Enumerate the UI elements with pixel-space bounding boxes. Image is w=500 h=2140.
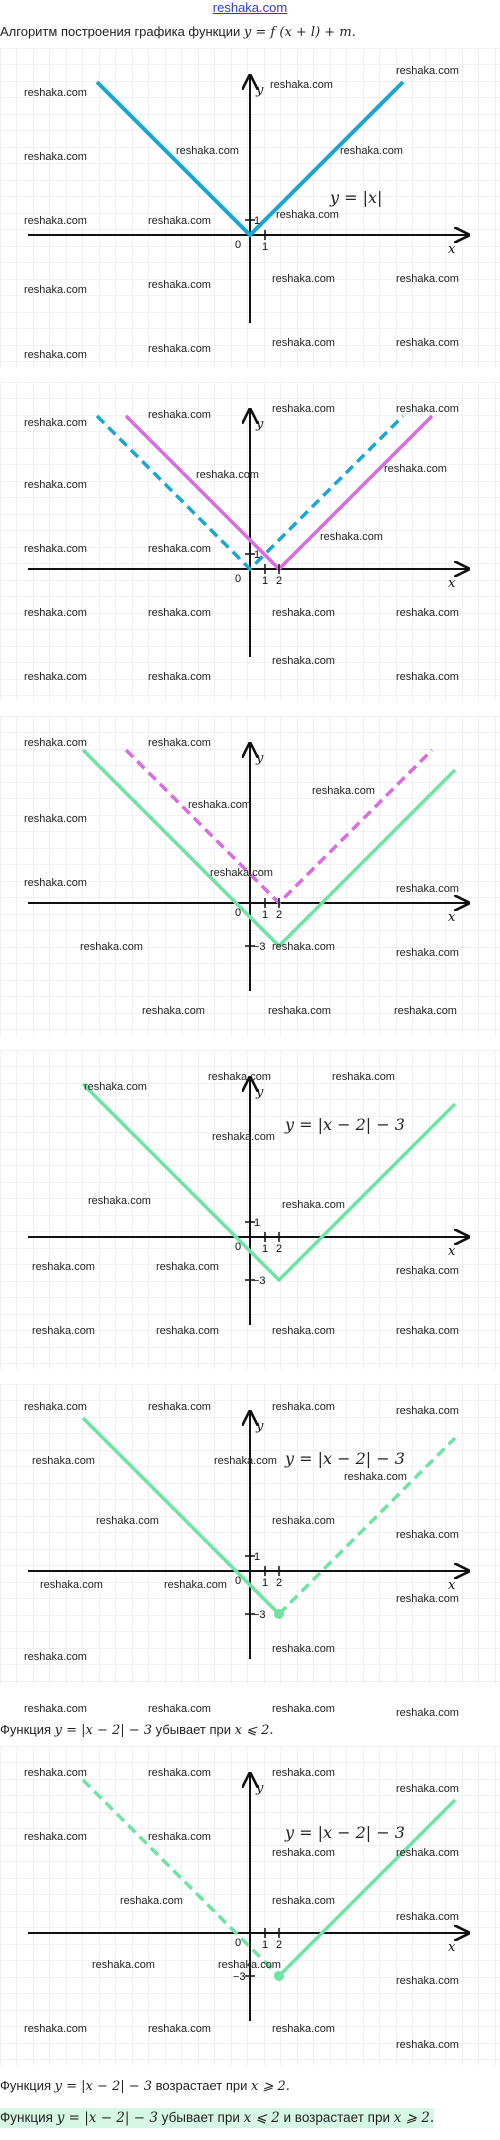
watermark: reshaka.com — [344, 1471, 407, 1483]
watermark: reshaka.com — [396, 1783, 459, 1795]
statement-text: Функция — [0, 2078, 55, 2093]
watermark: reshaka.com — [156, 1261, 219, 1273]
watermark: reshaka.com — [270, 79, 333, 91]
watermark: reshaka.com — [272, 403, 335, 415]
watermark: reshaka.com — [24, 607, 87, 619]
tick-0: 0 — [235, 1241, 242, 1253]
watermark: reshaka.com — [396, 607, 459, 619]
tick-x2: 2 — [276, 1577, 283, 1589]
watermark: reshaka.com — [24, 215, 87, 227]
watermark: reshaka.com — [148, 1703, 211, 1715]
watermark: reshaka.com — [396, 883, 459, 895]
statement-text: убывает при — [152, 1722, 235, 1737]
tick-y-minus3: −3 — [253, 941, 266, 953]
tick-y-minus3: −3 — [253, 1609, 266, 1621]
watermark: reshaka.com — [96, 1515, 159, 1527]
watermark: reshaka.com — [272, 337, 335, 349]
caption-watermarks — [0, 1700, 500, 1719]
watermark: reshaka.com — [148, 1767, 211, 1779]
tick-0: 0 — [235, 1575, 242, 1587]
watermark: reshaka.com — [120, 1895, 183, 1907]
graph-panel-5 — [0, 1384, 500, 1689]
watermark: reshaka.com — [24, 813, 87, 825]
statement-decreasing — [0, 1722, 274, 1738]
watermark: reshaka.com — [24, 1703, 87, 1715]
watermark: reshaka.com — [282, 1199, 345, 1211]
algorithm-title — [0, 24, 356, 40]
watermark: reshaka.com — [276, 209, 339, 221]
equation-label: y = |x − 2| − 3 — [285, 1449, 405, 1468]
watermark: reshaka.com — [396, 1911, 459, 1923]
watermark: reshaka.com — [272, 1643, 335, 1655]
watermark: reshaka.com — [148, 543, 211, 555]
watermark: reshaka.com — [188, 799, 251, 811]
graph-panel-3 — [0, 716, 500, 1041]
statement-condition: x ⩽ 2. — [234, 1723, 274, 1738]
watermark: reshaka.com — [148, 2023, 211, 2035]
x-axis-label: x — [448, 576, 456, 591]
watermark: reshaka.com — [24, 1401, 87, 1413]
tick-y1: 1 — [254, 215, 261, 227]
watermark: reshaka.com — [32, 1261, 95, 1273]
watermark: reshaka.com — [176, 145, 239, 157]
watermark: reshaka.com — [396, 1707, 459, 1716]
tick-x1: 1 — [262, 575, 269, 587]
watermark: reshaka.com — [396, 65, 459, 77]
watermark: reshaka.com — [312, 785, 375, 797]
watermark: reshaka.com — [148, 671, 211, 683]
watermark: reshaka.com — [272, 1847, 335, 1859]
watermark: reshaka.com — [148, 1401, 211, 1413]
watermark: reshaka.com — [396, 1265, 459, 1277]
statement-text: Функция — [0, 1722, 55, 1737]
watermark: reshaka.com — [92, 1959, 155, 1971]
watermark: reshaka.com — [148, 343, 211, 355]
tick-x2: 2 — [276, 1939, 283, 1951]
watermark: reshaka.com — [24, 2023, 87, 2035]
tick-0: 0 — [235, 239, 242, 251]
watermark: reshaka.com — [24, 87, 87, 99]
watermark: reshaka.com — [396, 947, 459, 959]
watermark: reshaka.com — [210, 867, 273, 879]
watermark: reshaka.com — [24, 349, 87, 361]
tick-0: 0 — [235, 1937, 242, 1949]
watermark: reshaka.com — [396, 403, 459, 415]
tick-x1: 1 — [262, 1939, 269, 1951]
statement-formula: y = |x − 2| − 3 — [54, 1723, 153, 1738]
watermark: reshaka.com — [396, 1847, 459, 1859]
watermark: reshaka.com — [396, 1325, 459, 1337]
vertex-point — [274, 1609, 284, 1619]
watermark: reshaka.com — [272, 607, 335, 619]
watermark: reshaka.com — [272, 1767, 335, 1779]
watermark: reshaka.com — [212, 1131, 275, 1143]
watermark: reshaka.com — [396, 273, 459, 285]
watermark: reshaka.com — [272, 655, 335, 667]
watermark: reshaka.com — [148, 215, 211, 227]
watermark: reshaka.com — [214, 1455, 277, 1467]
graph-panel-6 — [0, 1746, 500, 2071]
watermark: reshaka.com — [148, 737, 211, 749]
tick-y1: 1 — [254, 1551, 261, 1563]
tick-x1: 1 — [262, 909, 269, 921]
tick-x1: 1 — [262, 1577, 269, 1589]
watermark: reshaka.com — [148, 279, 211, 291]
y-axis-label: y — [256, 1419, 264, 1434]
statement-formula: y = |x − 2| − 3 — [54, 2079, 153, 2094]
watermark: reshaka.com — [24, 1651, 87, 1663]
y-axis-label: y — [256, 83, 264, 98]
y-axis-label: y — [256, 1085, 264, 1100]
watermark: reshaka.com — [272, 1325, 335, 1337]
watermark: reshaka.com — [340, 145, 403, 157]
tick-y1: 1 — [254, 549, 261, 561]
title-prefix: Алгоритм построения графика функции — [0, 24, 244, 39]
watermark: reshaka.com — [80, 941, 143, 953]
watermark: reshaka.com — [396, 337, 459, 349]
y-axis-label: y — [256, 417, 264, 432]
watermark: reshaka.com — [148, 1831, 211, 1843]
watermark: reshaka.com — [24, 1831, 87, 1843]
watermark: reshaka.com — [142, 1005, 205, 1017]
equation-label: y = |x − 2| − 3 — [285, 1823, 405, 1842]
statement-text: и возрастает при — [279, 2110, 394, 2125]
x-axis-label: x — [448, 1244, 456, 1259]
watermark: reshaka.com — [88, 1195, 151, 1207]
graph-panel-4 — [0, 1050, 500, 1375]
watermark: reshaka.com — [396, 1975, 459, 1987]
tick-0: 0 — [235, 573, 242, 585]
tick-x2: 2 — [276, 1243, 283, 1255]
y-axis-label: y — [256, 751, 264, 766]
watermark: reshaka.com — [394, 1005, 457, 1017]
tick-x1: 1 — [262, 241, 269, 253]
watermark: reshaka.com — [396, 1529, 459, 1541]
tick-x2: 2 — [276, 575, 283, 587]
equation-label: y = |x − 2| − 3 — [285, 1115, 405, 1134]
watermark: reshaka.com — [24, 417, 87, 429]
watermark: reshaka.com — [24, 151, 87, 163]
watermark: reshaka.com — [272, 1515, 335, 1527]
watermark: reshaka.com — [272, 1895, 335, 1907]
watermark: reshaka.com — [24, 1767, 87, 1779]
watermark: reshaka.com — [148, 607, 211, 619]
watermark: reshaka.com — [396, 1593, 459, 1605]
site-link[interactable]: reshaka.com — [212, 0, 288, 15]
watermark: reshaka.com — [24, 284, 87, 296]
watermark: reshaka.com — [84, 1081, 147, 1093]
watermark: reshaka.com — [148, 409, 211, 421]
title-formula: y = f (x + l) + m. — [243, 25, 356, 40]
watermark: reshaka.com — [156, 1325, 219, 1337]
watermark: reshaka.com — [320, 531, 383, 543]
statement-text: Функция — [0, 2110, 57, 2125]
watermark: reshaka.com — [32, 1325, 95, 1337]
tick-y-minus3: −3 — [253, 1275, 266, 1287]
graph-panel-2 — [0, 382, 500, 707]
statement-condition: x ⩾ 2. — [250, 2079, 290, 2094]
x-axis-label: x — [448, 1578, 456, 1593]
watermark: reshaka.com — [24, 479, 87, 491]
x-axis-label: x — [448, 242, 456, 257]
watermark: reshaka.com — [272, 1703, 335, 1715]
statement-condition: x ⩾ 2. — [393, 2110, 435, 2126]
watermark: reshaka.com — [272, 2023, 335, 2035]
tick-y-minus3: −3 — [233, 1971, 246, 1983]
tick-x2: 2 — [276, 909, 283, 921]
statement-increasing — [0, 2078, 290, 2094]
watermark: reshaka.com — [24, 877, 87, 889]
watermark: reshaka.com — [164, 1579, 227, 1591]
watermark: reshaka.com — [396, 1405, 459, 1417]
graph-panel-1 — [0, 48, 500, 373]
watermark: reshaka.com — [384, 463, 447, 475]
watermark: reshaka.com — [196, 469, 259, 481]
watermark: reshaka.com — [24, 737, 87, 749]
statement-formula: y = |x − 2| − 3 — [56, 2110, 158, 2126]
watermark: reshaka.com — [32, 1455, 95, 1467]
watermark: reshaka.com — [218, 1959, 281, 1971]
x-axis-label: x — [448, 1940, 456, 1955]
watermark: reshaka.com — [272, 1401, 335, 1413]
tick-x1: 1 — [262, 1243, 269, 1255]
watermark: reshaka.com — [24, 671, 87, 683]
statement-text: убывает при — [157, 2110, 244, 2125]
x-axis-label: x — [448, 910, 456, 925]
watermark: reshaka.com — [396, 2039, 459, 2051]
statement-text: возрастает при — [152, 2078, 251, 2093]
vertex-point — [274, 1971, 284, 1981]
watermark: reshaka.com — [332, 1071, 395, 1083]
watermark: reshaka.com — [24, 543, 87, 555]
y-axis-label: y — [256, 1781, 264, 1796]
watermark: reshaka.com — [268, 1005, 331, 1017]
watermark: reshaka.com — [40, 1579, 103, 1591]
statement-condition: x ⩽ 2 — [243, 2110, 280, 2126]
tick-y1: 1 — [254, 1217, 261, 1229]
watermark: reshaka.com — [272, 941, 335, 953]
tick-0: 0 — [235, 907, 242, 919]
watermark: reshaka.com — [272, 273, 335, 285]
statement-summary — [0, 2108, 434, 2128]
watermark: reshaka.com — [208, 1071, 271, 1083]
watermark: reshaka.com — [396, 671, 459, 683]
equation-label: y = |x| — [330, 188, 383, 207]
